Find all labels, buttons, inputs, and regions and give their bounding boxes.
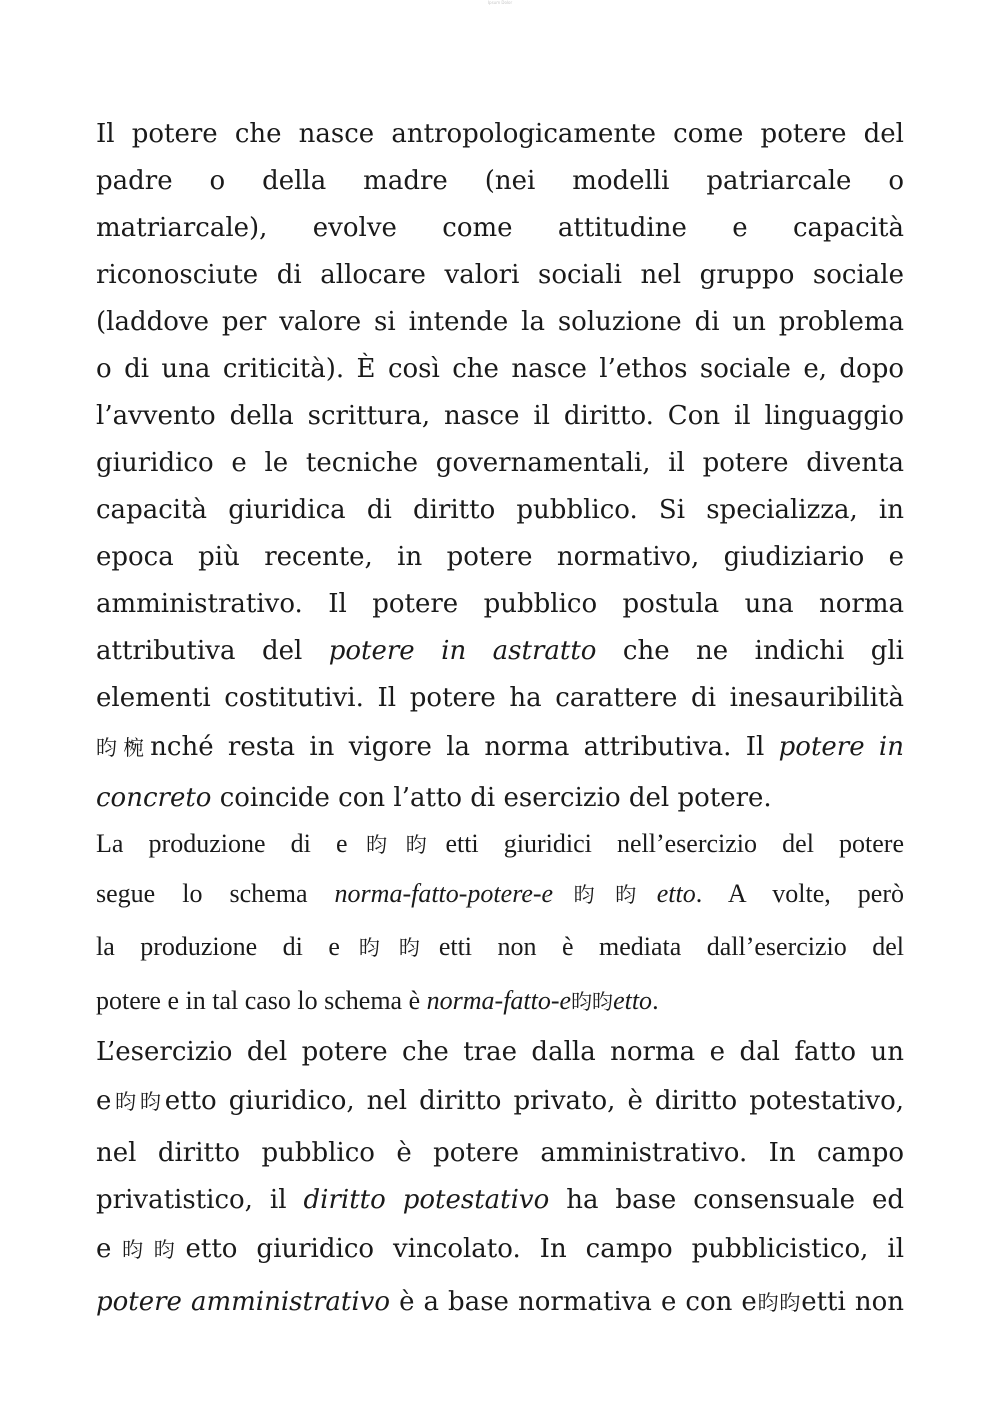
text-line (96, 1184, 904, 1216)
text-line: padre o della madre (nei modelli patriarcale o (96, 166, 904, 196)
text-run: privatistico, il (96, 1185, 304, 1215)
ligature-glyph: 昀椀 (96, 736, 151, 760)
text-line: nel diritto pubblico è potere amministrativo. In campo (96, 1138, 904, 1168)
text-run: e (96, 1086, 112, 1116)
text-line: (laddove per valore si intende la soluzione di un problema (96, 307, 904, 337)
text-line: elementi costitutivi. Il potere ha carattere di inesauribilità (96, 683, 904, 713)
text-run: etto giuridico vincolato. In campo pubblicistico, il (185, 1234, 905, 1264)
text-run: etti giuridici nell’esercizio del potere (445, 829, 905, 858)
text-line (96, 1233, 904, 1266)
text-line (96, 1085, 904, 1118)
italic-run: concreto (96, 783, 212, 813)
text-line: riconosciute di allocare valori sociali nel gruppo sociale (96, 260, 904, 290)
ligature-glyph: 昀昀 (111, 1090, 165, 1114)
ligature-glyph: 昀昀 (756, 1291, 802, 1315)
text-run: . (652, 986, 659, 1015)
text-line (96, 782, 904, 814)
text-run: etti non è mediata dall’esercizio del (438, 932, 904, 961)
text-line (96, 731, 904, 764)
text-run: . A volte, però (695, 879, 904, 908)
italic-run: etto (613, 986, 653, 1015)
text-run: segue lo schema (96, 879, 335, 908)
ligature-glyph: 昀昀 (339, 936, 439, 960)
italic-run: potere in (778, 732, 904, 762)
text-line: Il potere che nasce antropologicamente come potere del (96, 119, 904, 149)
italic-run: norma-fatto-potere-e (334, 879, 554, 908)
ligature-glyph: 昀昀 (111, 1238, 186, 1262)
text-line: L’esercizio del potere che trae dalla norma e dal fatto un (96, 1037, 904, 1067)
text-run: nché resta in vigore la norma attributiva. Il (150, 732, 779, 762)
text-line: o di una criticità). È così che nasce l’ethos sociale e, dopo (96, 354, 904, 384)
text-run: attributiva del (96, 636, 329, 666)
text-line (96, 635, 904, 667)
text-run: la produzione di e (96, 932, 340, 961)
text-line: matriarcale), evolve come attitudine e capacità (96, 213, 904, 243)
text-run: coincide con l’atto di esercizio del potere. (211, 783, 772, 813)
text-line (96, 828, 904, 861)
italic-run: potere amministrativo (96, 1287, 391, 1317)
italic-run: etto (656, 879, 696, 908)
text-run: potere e in tal caso lo schema è (96, 986, 427, 1015)
text-run: etto giuridico, nel diritto privato, è diritto potestativo, (164, 1086, 904, 1116)
text-line (96, 1286, 904, 1319)
text-line: epoca più recente, in potere normativo, giudiziario e (96, 542, 904, 572)
italic-run: norma-fatto-e (426, 986, 572, 1015)
text-line (96, 985, 904, 1018)
ligature-glyph: 昀昀 (347, 833, 446, 857)
italic-run: diritto potestativo (303, 1185, 550, 1215)
text-line (96, 878, 904, 911)
text-run: e (96, 1234, 112, 1264)
text-run: che ne indichi gli (596, 636, 904, 666)
header-mark: Ipsum Dolor (487, 0, 513, 5)
text-line: capacità giuridica di diritto pubblico. Si specializza, in (96, 495, 904, 525)
ligature-glyph: 昀昀 (553, 883, 657, 907)
text-run: etti non (801, 1287, 904, 1317)
text-run: ha base consensuale ed (549, 1185, 904, 1215)
text-line (96, 931, 904, 964)
text-line: amministrativo. Il potere pubblico postula una norma (96, 589, 904, 619)
text-run: La produzione di e (96, 829, 348, 858)
text-run: è a base normativa e con e (390, 1287, 757, 1317)
text-line: l’avvento della scrittura, nasce il diritto. Con il linguaggio (96, 401, 904, 431)
ligature-glyph: 昀昀 (571, 990, 614, 1014)
text-line: giuridico e le tecniche governamentali, il potere diventa (96, 448, 904, 478)
italic-run: potere in astratto (328, 636, 597, 666)
